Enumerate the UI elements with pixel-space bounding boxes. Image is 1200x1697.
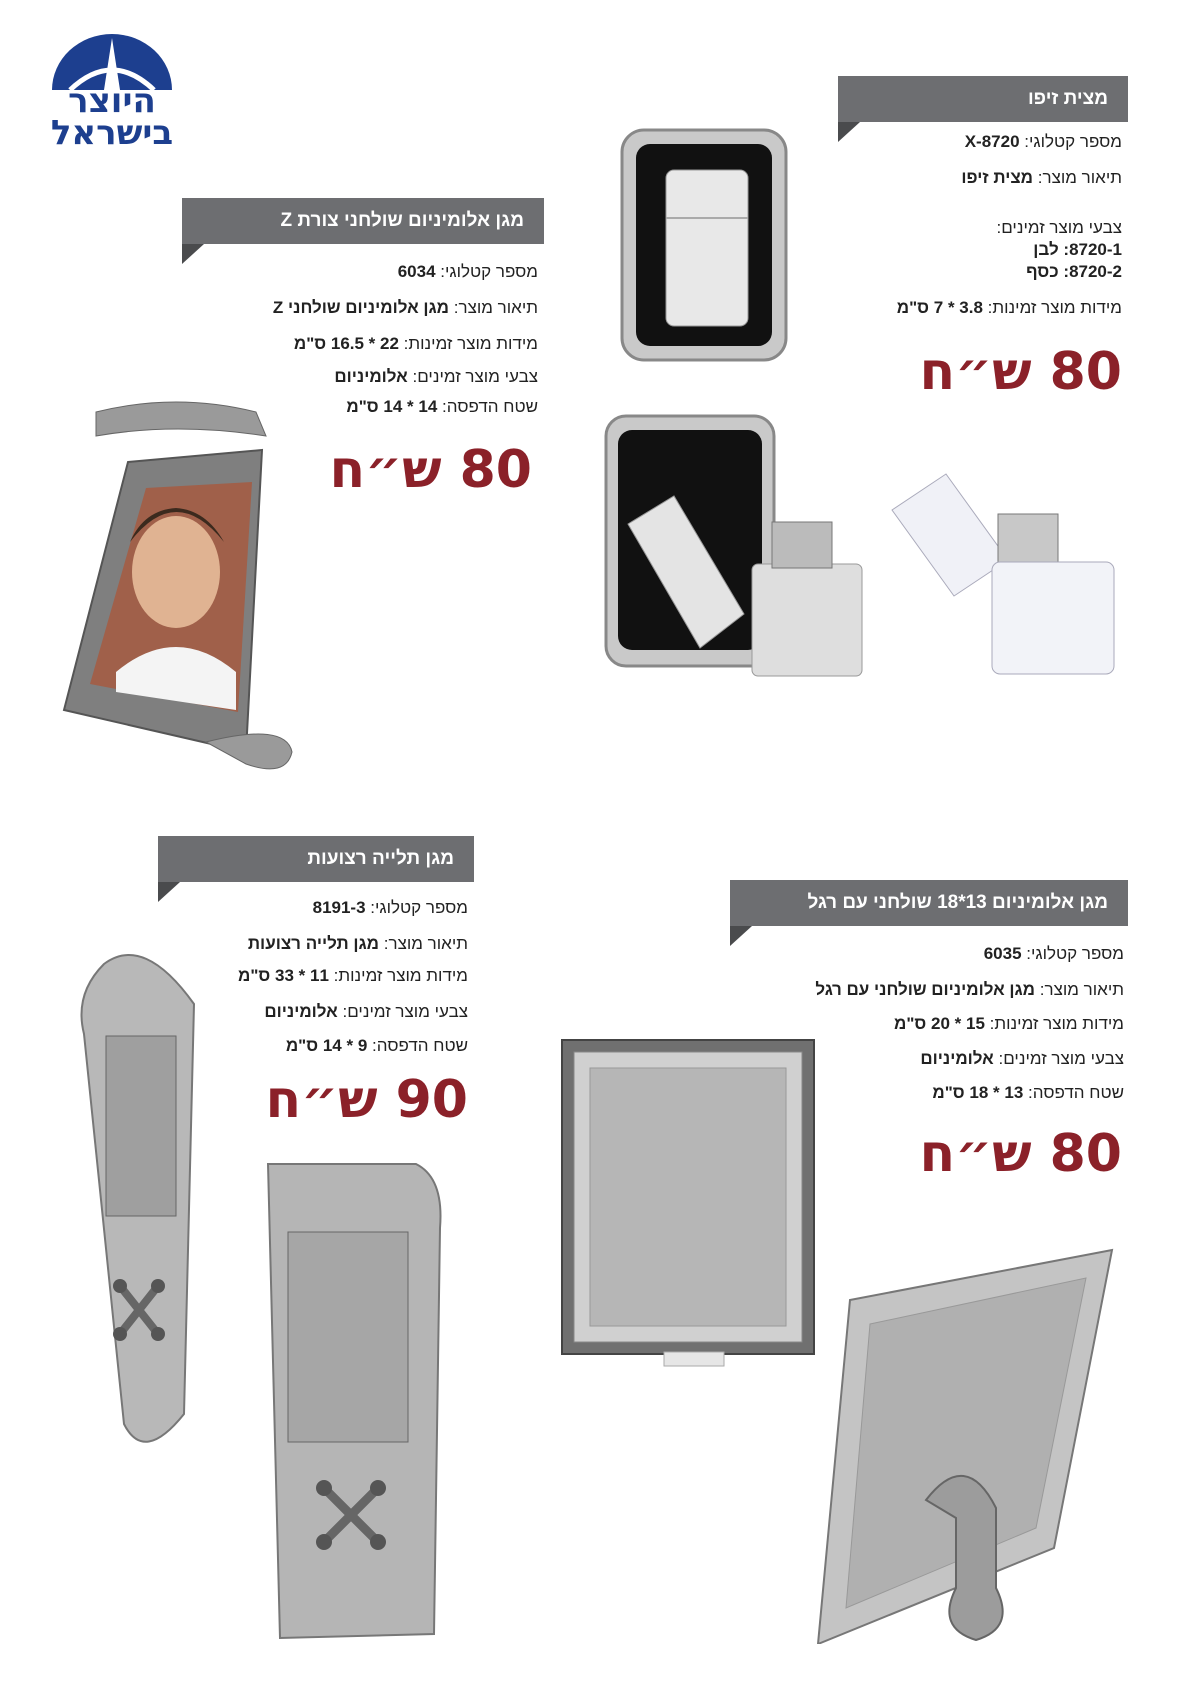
zippo-color-option-1: 8720-1: לבן bbox=[1033, 240, 1122, 259]
print-area-label: שטח הדפסה: bbox=[442, 397, 538, 416]
print-area-value: 9 * 14 ס"מ bbox=[285, 1036, 368, 1055]
catalog-label: מספר קטלוגי: bbox=[440, 262, 538, 281]
zippo-specs bbox=[792, 132, 1122, 318]
dims-label: מידות מוצר זמינות: bbox=[989, 1014, 1124, 1033]
zippo-dims-row bbox=[792, 298, 1122, 318]
dims-value: 22 * 16.5 ס"מ bbox=[293, 334, 399, 353]
colors-label: צבעי מוצר זמינים: bbox=[412, 367, 538, 386]
desk-stand-title-banner bbox=[730, 880, 1128, 926]
catalog-value: 6034 bbox=[397, 262, 436, 281]
catalog-value: 8191-3 bbox=[312, 898, 366, 917]
desk-stand-angled-image bbox=[816, 1248, 1116, 1644]
hanging-title-banner bbox=[158, 836, 474, 882]
dims-value: 11 * 33 ס"מ bbox=[238, 966, 329, 985]
company-logo bbox=[40, 30, 185, 150]
desc-label: תיאור מוצר: bbox=[1039, 980, 1124, 999]
zippo-white-lighter-image bbox=[888, 470, 1120, 678]
zippo-title: מצית זיפו bbox=[1027, 88, 1108, 109]
desk-stand-title: מגן אלומיניום 13*18 שולחני עם רגל bbox=[807, 892, 1108, 913]
zippo-price: 80 ש״ח bbox=[919, 342, 1122, 402]
dims-value: 3.8 * 7 ס"מ bbox=[896, 298, 983, 317]
zippo-color-option-2: 8720-2: כסף bbox=[1026, 262, 1122, 281]
desc-value: מגן אלומיניום שולחני עם רגל bbox=[815, 980, 1036, 999]
desk-stand-price: 80 ש״ח bbox=[919, 1124, 1122, 1184]
dims-label: מידות מוצר זמינות: bbox=[403, 334, 538, 353]
catalog-label: מספר קטלוגי: bbox=[1026, 944, 1124, 963]
zippo-colors-label: צבעי מוצר זמינים: bbox=[996, 218, 1122, 237]
print-area-label: שטח הדפסה: bbox=[372, 1036, 468, 1055]
zippo-tin-open-image bbox=[604, 414, 866, 680]
hanging-stand-front-image bbox=[266, 1158, 444, 1644]
desc-label: תיאור מוצר: bbox=[383, 934, 468, 953]
hanging-stand-side-image bbox=[74, 944, 212, 1454]
zippo-desc-row bbox=[792, 168, 1122, 218]
desc-value: מצית זיפו bbox=[961, 168, 1034, 187]
dims-label: מידות מוצר זמינות: bbox=[333, 966, 468, 985]
desc-value: מגן אלומיניום שולחני Z bbox=[272, 298, 450, 317]
desc-value: מגן תלייה רצועות bbox=[247, 934, 380, 953]
zippo-tin-closed-image bbox=[618, 126, 790, 364]
print-area-label: שטח הדפסה: bbox=[1028, 1083, 1124, 1102]
colors-value: אלומיניום bbox=[264, 1002, 338, 1021]
catalog-value: 8720-X bbox=[964, 132, 1020, 151]
z-stand-title-banner bbox=[182, 198, 544, 244]
print-area-value: 13 * 18 ס"מ bbox=[932, 1083, 1024, 1102]
print-area-value: 14 * 14 ס"מ bbox=[346, 397, 438, 416]
logo-line-1: היוצר bbox=[68, 81, 156, 121]
dims-label: מידות מוצר זמינות: bbox=[987, 298, 1122, 317]
z-stand-price: 80 ש״ח bbox=[329, 440, 532, 500]
hanging-price: 90 ש״ח bbox=[265, 1070, 468, 1130]
desk-stand-front-image bbox=[560, 1038, 816, 1372]
desc-label: תיאור מוצר: bbox=[1037, 168, 1122, 187]
catalog-label: מספר קטלוגי: bbox=[1024, 132, 1122, 151]
logo-line-2: בישראל bbox=[50, 113, 174, 150]
zippo-catalog-row bbox=[792, 132, 1122, 168]
z-stand-title: מגן אלומיניום שולחני צורת Z bbox=[280, 210, 524, 231]
hanging-title: מגן תלייה רצועות bbox=[307, 848, 454, 869]
catalog-value: 6035 bbox=[983, 944, 1022, 963]
catalog-label: מספר קטלוגי: bbox=[370, 898, 468, 917]
zippo-title-banner bbox=[838, 76, 1128, 122]
colors-label: צבעי מוצר זמינים: bbox=[998, 1049, 1124, 1068]
colors-label: צבעי מוצר זמינים: bbox=[342, 1002, 468, 1021]
colors-value: אלומיניום bbox=[920, 1049, 994, 1068]
dims-value: 15 * 20 ס"מ bbox=[894, 1014, 985, 1033]
colors-value: אלומיניום bbox=[334, 367, 408, 386]
z-stand-image bbox=[56, 392, 300, 780]
desc-label: תיאור מוצר: bbox=[453, 298, 538, 317]
